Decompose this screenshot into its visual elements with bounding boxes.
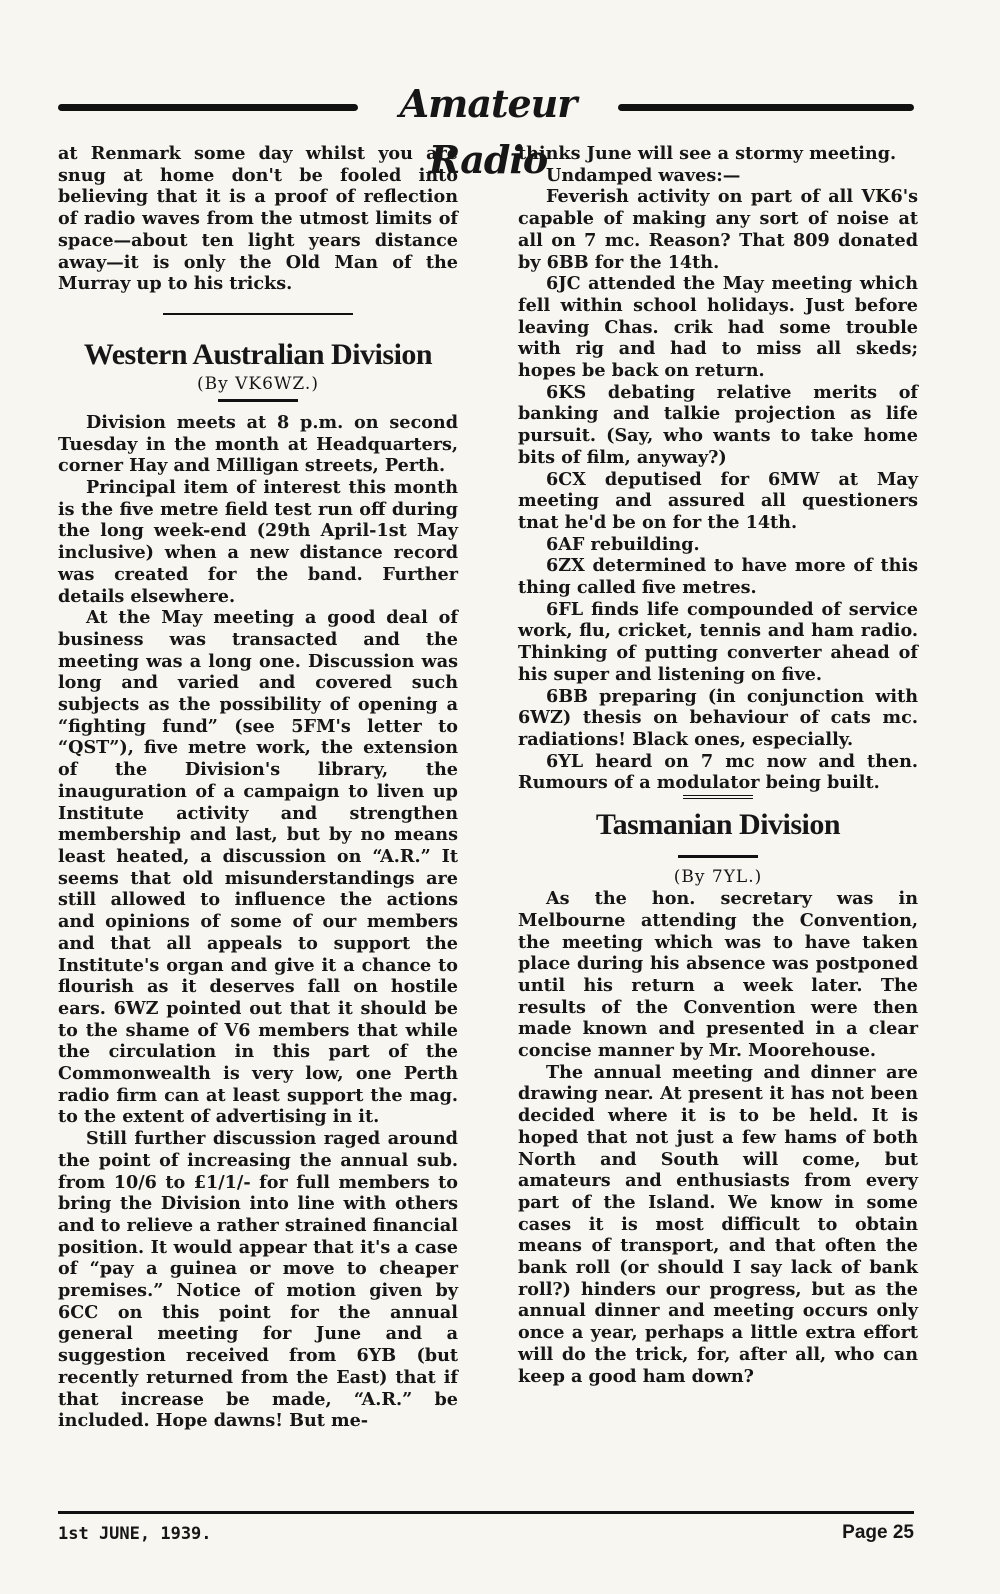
section-divider [163,313,353,315]
section-divider-double [683,795,753,799]
wa-paragraph: At the May meeting a good deal of business was transacted and the meeting was a long one. Discussion was long and varied and covered such subjects as the possibility of opening a “fighting fund” (see 5FM's letter to “QST”), five metre work, the extension of the Division's library, the inauguration of a campaign to liven up Institute activity and strengthen membership and last, but by no means least heated, a discussion on “A.R.” It seems that old misunderstandings are still allowed to influence the actions and opinions of some of our members and that all appeals to support the Institute's organ and give it a chance to flourish as it deserves fall on hostile ears. 6WZ pointed out that it should be to the shame of V6 members that while the circulation in this part of the Commonwealth is very low, one Perth radio firm can at least support the mag. to the extent of advertising in it. [58,607,458,1128]
wa-paragraph: Principal item of interest this month is the five metre field test run off during the long week-end (29th April-1st May inclusive) when a new distance record was created for the band. Further details elsewhere. [58,477,458,607]
masthead-rule-left [58,104,358,111]
wa-subheading: Undamped waves:— [546,164,741,186]
tas-paragraph: The annual meeting and dinner are drawing near. At present it has not been decided where it is to be held. It is hoped that not just a few hams of both North and South will come, but amateurs and enthusiasts from every part of the Island. We know in some cases it is most difficult to obtain means of transport, and that often the bank roll (or should I say lack of bank roll?) hinders our progress, but as the annual dinner and meeting occurs only once a year, perhaps a little extra effort will do the trick, for, after all, who can keep a good ham down? [518,1061,918,1387]
byline-divider [218,399,298,402]
wa-note: 6AF rebuilding. [546,533,700,555]
wa-note: 6CX deputised for 6MW at May meeting and assured all questioners tnat he'd be on for the 14th. [518,468,918,533]
wa-note: 6KS debating relative merits of banking and talkie projection as life pursuit. (Say, who wants to take home bits of film, anyway?) [518,381,918,468]
footer-rule [58,1511,914,1514]
masthead-title: Amateur Radio [399,81,577,182]
intro-paragraph: at Renmark some day whilst you are snug at home don't be fooled into believing that it is a proof of reflection of radio waves from the utmost limits of space—about ten light years distance away—it is only the Old Man of the Murray up to his tricks. [58,143,458,295]
heading-divider [678,855,758,858]
right-column [518,143,918,1387]
tas-paragraph: As the hon. secretary was in Melbourne attending the Convention, the meeting which was to have taken place during his absence was postponed until his return a week later. The results of the Convention were then made known and presented in a clear concise manner by Mr. Moorehouse. [518,888,918,1062]
page-number: Page 25 [842,1522,914,1543]
wa-paragraph: Still further discussion raged around the point of increasing the annual sub. from 10/6 to £1/1/- for full members to bring the Division into line with others and to relieve a rather strained financial position. It would appear that it's a case of “pay a guinea or move to cheaper premises.” Notice of motion given by 6CC on this point for the annual general meeting for June and a suggestion received from 6YB (but recently returned from the East) that if that increase be made, “A.R.” be included. Hope dawns! But me- [58,1128,458,1432]
wa-note: 6FL finds life compounded of service work, flu, cricket, tennis and ham radio. Thinking of putting converter ahead of his super and listening on five. [518,598,918,685]
wa-note: 6YL heard on 7 mc now and then. Rumours of a modulator being built. [518,750,918,794]
wa-paragraph: Division meets at 8 p.m. on second Tuesday in the month at Headquarters, corner Hay and Milligan streets, Perth. [58,411,458,477]
wa-note: 6JC attended the May meeting which fell within school holidays. Just before leaving Chas. crik had some trouble with rig and had to miss all skeds; hopes be back on return. [518,273,918,382]
tas-division-heading: Tasmanian Division [595,808,841,842]
wa-note: Feverish activity on part of all VK6's capable of making any sort of noise at all on 7 mc. Reason? That 809 donated by 6BB for the 14th. [518,186,918,273]
wa-note: 6ZX determined to have more of this thing called five metres. [518,555,918,599]
wa-division-heading: Western Australian Division [83,337,433,371]
wa-byline: (By VK6WZ.) [197,373,319,394]
left-column [58,143,458,1432]
wa-paragraph-continued: thinks June will see a stormy meeting. [518,143,897,164]
tas-byline: (By 7YL.) [673,867,763,888]
wa-note: 6BB preparing (in conjunction with 6WZ) thesis on behaviour of cats mc. radiations! Black ones, especially. [518,685,918,750]
masthead-rule-right [618,104,914,111]
issue-date: 1st JUNE, 1939. [58,1524,212,1544]
